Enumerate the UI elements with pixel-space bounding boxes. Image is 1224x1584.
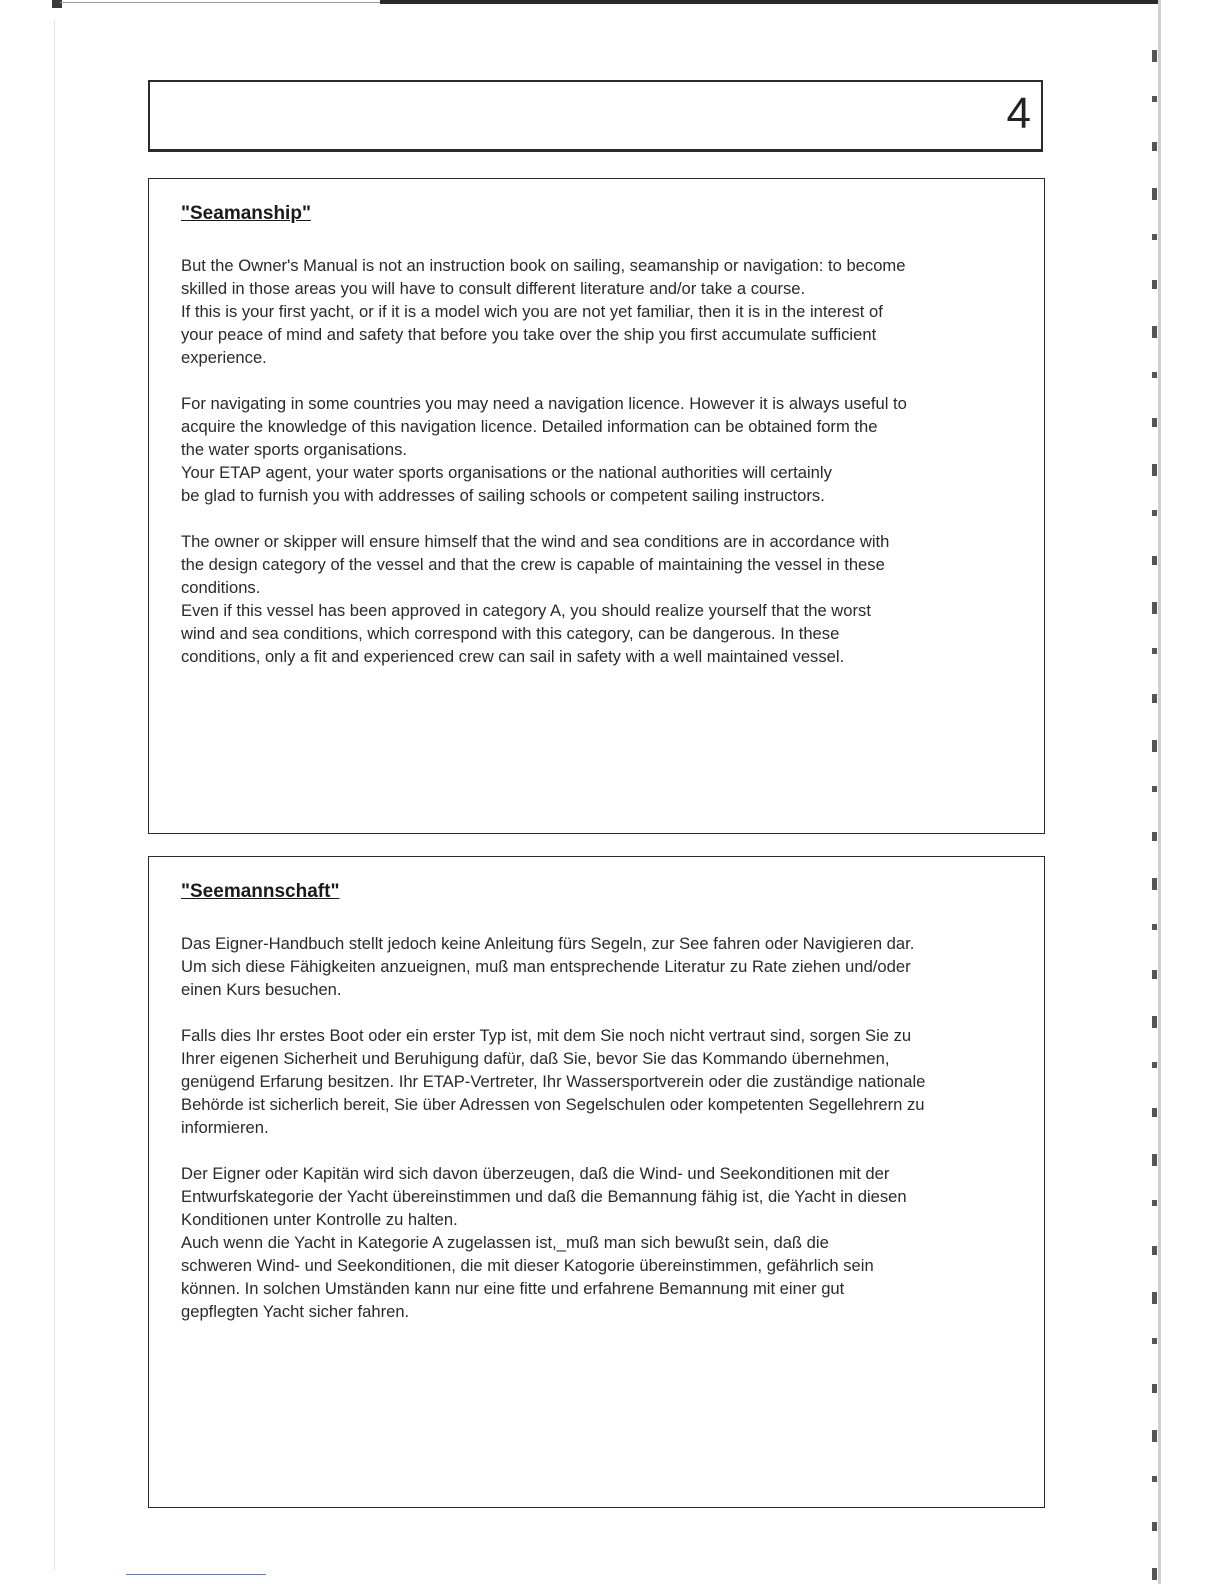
text-line: Falls dies Ihr erstes Boot oder ein erster Typ ist, mit dem Sie noch nicht vertraut sind, sorgen Sie zu <box>181 1026 912 1045</box>
scan-top-line <box>380 0 1160 4</box>
text-line: experience. <box>181 348 267 367</box>
scan-binding-mark <box>1152 1430 1157 1442</box>
paragraph <box>181 392 1031 507</box>
section-body-seamanship <box>181 254 1031 691</box>
text-line: Konditionen unter Kontrolle zu halten. <box>181 1210 458 1229</box>
text-line: Your ETAP agent, your water sports organisations or the national authorities will certainly <box>181 463 832 482</box>
scan-binding-mark <box>1152 142 1157 151</box>
scan-binding-mark <box>1152 924 1157 930</box>
scan-top-line-thin <box>60 2 380 3</box>
scan-binding-mark <box>1152 1384 1157 1393</box>
text-line: einen Kurs besuchen. <box>181 980 342 999</box>
paragraph <box>181 1162 1031 1323</box>
scan-binding-mark <box>1152 234 1157 240</box>
scan-bottom-rule <box>126 1574 266 1575</box>
text-line: gepflegten Yacht sicher fahren. <box>181 1302 410 1321</box>
scan-left-edge <box>54 20 55 1570</box>
section-body-seemannschaft <box>181 932 1031 1346</box>
text-line: Um sich diese Fähigkeiten anzueignen, muß man entsprechende Literatur zu Rate ziehen und/oder <box>181 957 911 976</box>
text-line: Behörde ist sicherlich bereit, Sie über Adressen von Segelschulen oder kompetenten Segellehrern zu <box>181 1095 925 1114</box>
text-line: schweren Wind- und Seekonditionen, die mit dieser Katogorie übereinstimmen, gefährlich sein <box>181 1256 874 1275</box>
text-line: The owner or skipper will ensure himself that the wind and sea conditions are in accordance with <box>181 532 890 551</box>
text-line: But the Owner's Manual is not an instruction book on sailing, seamanship or navigation: to become <box>181 256 906 275</box>
scan-binding-mark <box>1152 1476 1157 1482</box>
scan-right-edge <box>1158 0 1161 1584</box>
scan-binding-mark <box>1152 556 1157 565</box>
scan-binding-mark <box>1152 1016 1157 1028</box>
scan-binding-mark <box>1152 418 1157 427</box>
text-line: be glad to furnish you with addresses of sailing schools or competent sailing instructors. <box>181 486 825 505</box>
page-number: 4 <box>1006 89 1031 138</box>
scan-binding-mark <box>1152 1522 1157 1531</box>
scan-binding-mark <box>1152 326 1157 338</box>
scan-binding-mark <box>1152 1292 1157 1304</box>
scan-binding-mark <box>1152 1338 1157 1344</box>
scan-binding-mark <box>1152 786 1157 792</box>
scan-binding-mark <box>1152 878 1157 890</box>
scan-binding-mark <box>1152 96 1157 102</box>
section-seemannschaft <box>148 856 1045 1508</box>
text-line: conditions. <box>181 578 261 597</box>
scan-binding-mark <box>1152 1246 1157 1255</box>
scan-binding-mark <box>1152 280 1157 289</box>
scan-binding-mark <box>1152 464 1157 476</box>
scan-binding-mark <box>1152 188 1157 200</box>
text-line: skilled in those areas you will have to consult different literature and/or take a course. <box>181 279 806 298</box>
text-line: können. In solchen Umständen kann nur eine fitte und erfahrene Bemannung mit einer gut <box>181 1279 845 1298</box>
scan-binding-mark <box>1152 1154 1157 1166</box>
scan-binding-mark <box>1152 602 1157 614</box>
scan-binding-mark <box>1152 1062 1157 1068</box>
text-line: Entwurfskategorie der Yacht übereinstimmen und daß die Bemannung fähig ist, die Yacht in diesen <box>181 1187 907 1206</box>
section-seamanship <box>148 178 1045 834</box>
text-line: Auch wenn die Yacht in Kategorie A zugelassen ist,_muß man sich bewußt sein, daß die <box>181 1233 829 1252</box>
text-line: conditions, only a fit and experienced crew can sail in safety with a well maintained vessel. <box>181 647 845 666</box>
text-line: the water sports organisations. <box>181 440 407 459</box>
text-line: Der Eigner oder Kapitän wird sich davon überzeugen, daß die Wind- und Seekonditionen mit der <box>181 1164 890 1183</box>
scan-binding-mark <box>1152 1568 1157 1580</box>
text-line: genügend Erfarung besitzen. Ihr ETAP-Vertreter, Ihr Wassersportverein oder die zuständige nationale <box>181 1072 926 1091</box>
text-line: Ihrer eigenen Sicherheit und Beruhigung dafür, daß Sie, bevor Sie das Kommando übernehmen, <box>181 1049 890 1068</box>
scan-binding-mark <box>1152 648 1157 654</box>
scan-binding-mark <box>1152 1200 1157 1206</box>
text-line: informieren. <box>181 1118 269 1137</box>
scan-binding-mark <box>1152 1108 1157 1117</box>
scan-binding-mark <box>1152 740 1157 752</box>
scan-binding-mark <box>1152 510 1157 516</box>
paragraph <box>181 254 1031 369</box>
scan-binding-mark <box>1152 832 1157 841</box>
text-line: the design category of the vessel and that the crew is capable of maintaining the vessel in these <box>181 555 885 574</box>
paragraph <box>181 932 1031 1001</box>
text-line: wind and sea conditions, which correspond with this category, can be dangerous. In these <box>181 624 840 643</box>
scan-binding-mark <box>1152 694 1157 703</box>
text-line: your peace of mind and safety that before you take over the ship you first accumulate sufficient <box>181 325 877 344</box>
text-line: For navigating in some countries you may need a navigation licence. However it is always useful to <box>181 394 907 413</box>
scan-binding-mark <box>1152 970 1157 979</box>
section-title-seamanship: "Seamanship" <box>181 203 311 224</box>
scan-binding-mark <box>1152 372 1157 378</box>
text-line: acquire the knowledge of this navigation licence. Detailed information can be obtained form the <box>181 417 878 436</box>
page-header-box <box>148 80 1043 152</box>
section-title-seemannschaft: "Seemannschaft" <box>181 881 340 902</box>
text-line: Even if this vessel has been approved in category A, you should realize yourself that the worst <box>181 601 871 620</box>
paragraph <box>181 530 1031 668</box>
text-line: Das Eigner-Handbuch stellt jedoch keine Anleitung fürs Segeln, zur See fahren oder Navigieren dar. <box>181 934 915 953</box>
text-line: If this is your first yacht, or if it is a model wich you are not yet familiar, then it is in the interest of <box>181 302 883 321</box>
paragraph <box>181 1024 1031 1139</box>
scan-binding-mark <box>1152 50 1157 62</box>
